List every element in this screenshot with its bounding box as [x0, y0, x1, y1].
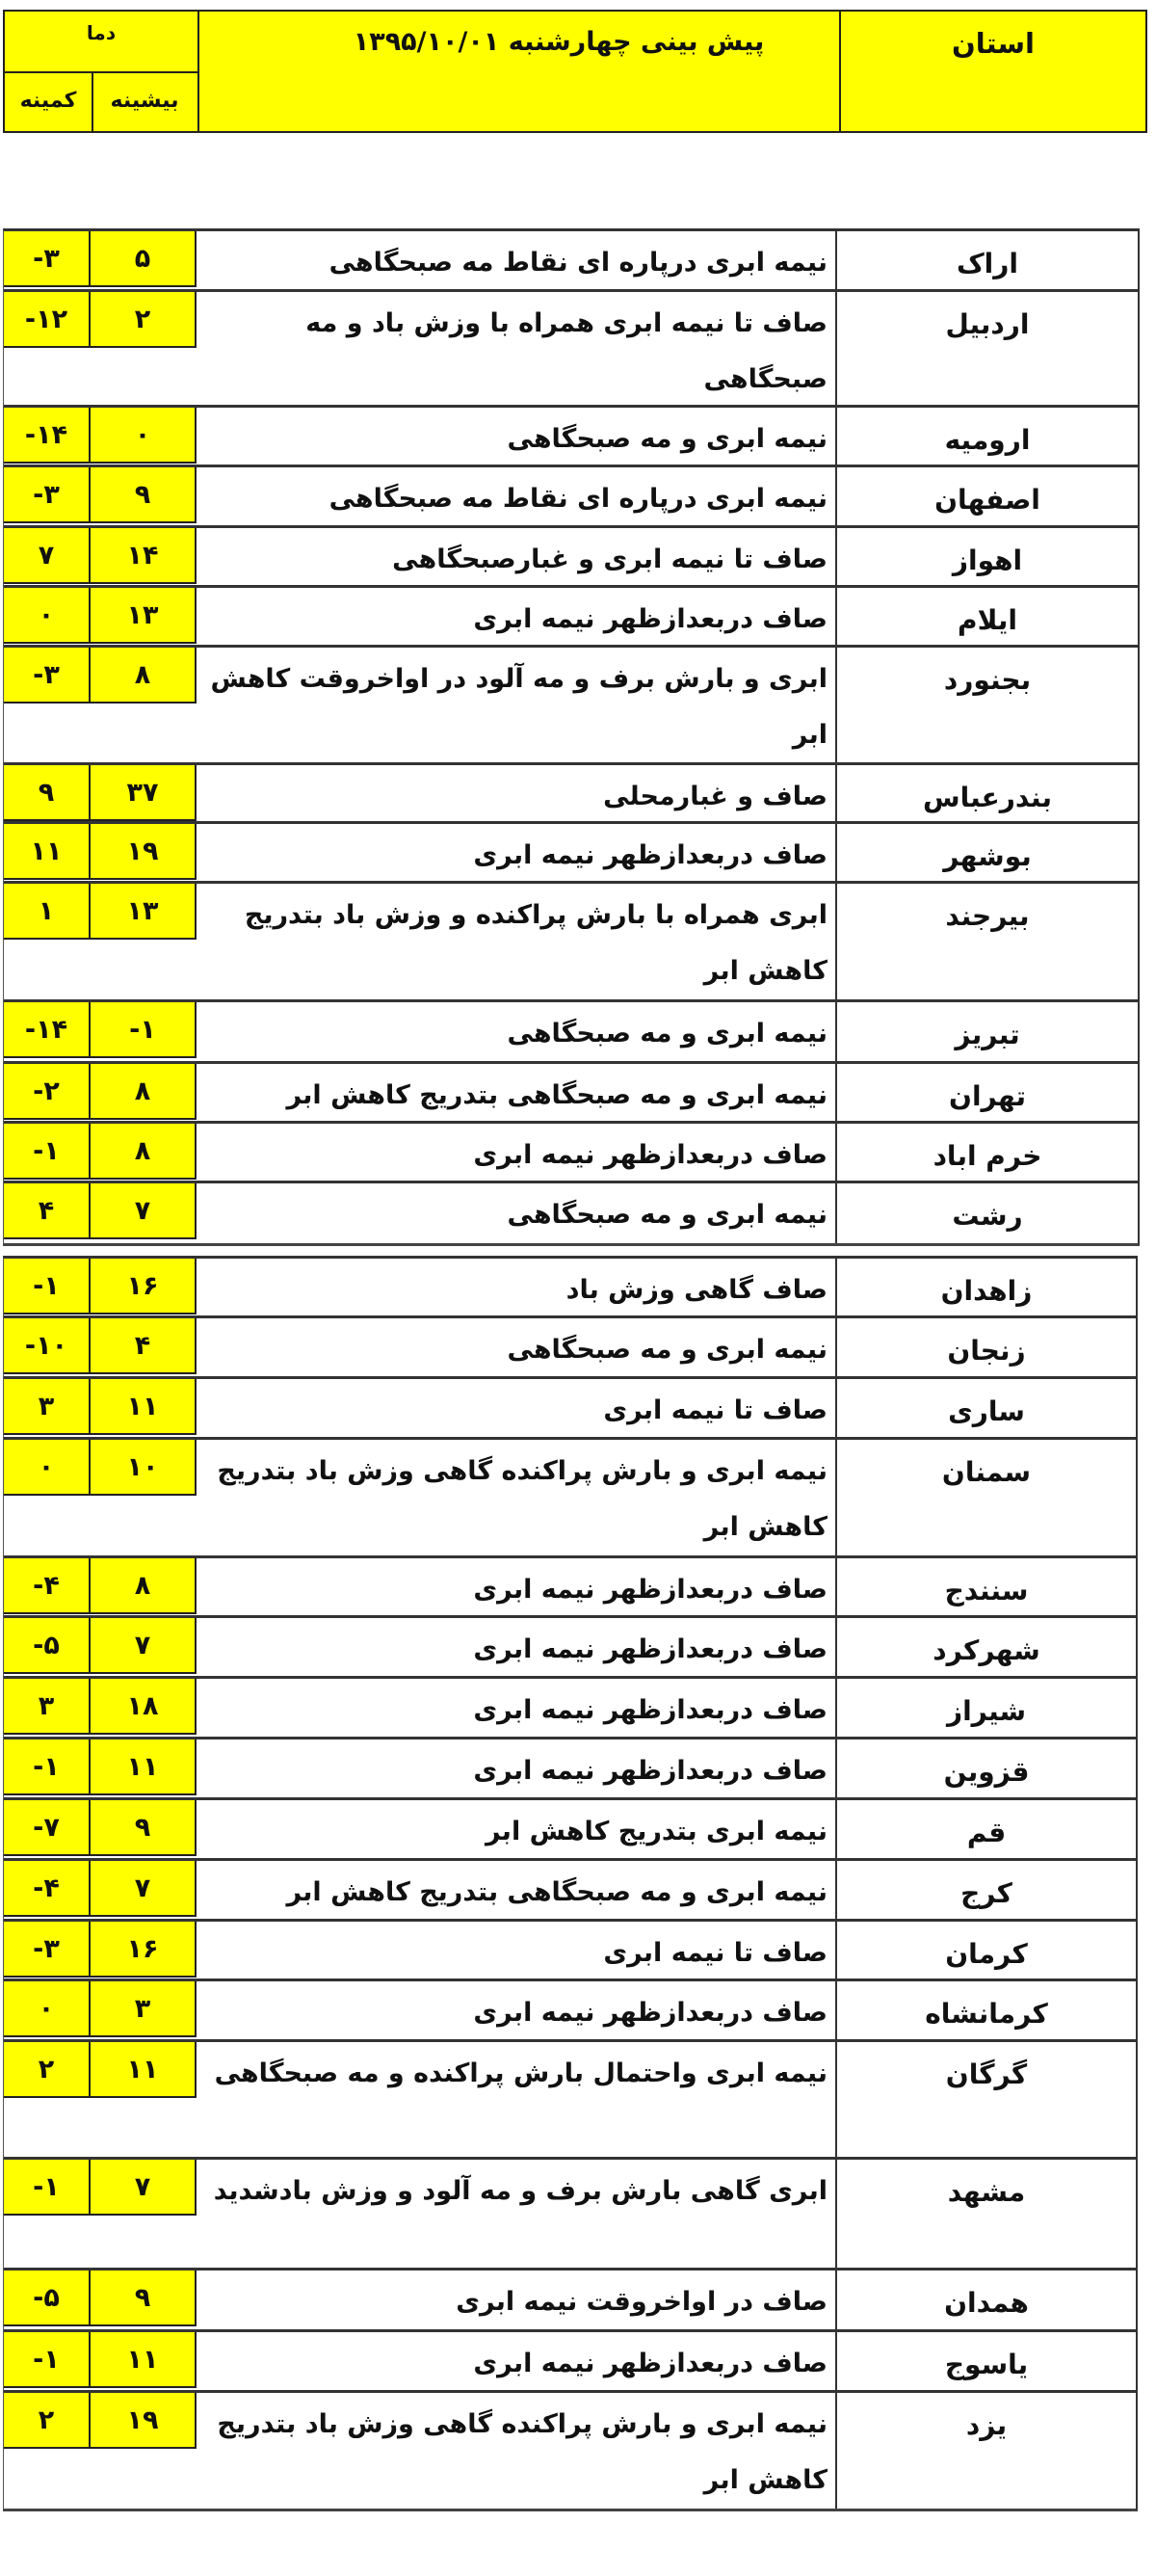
- max-temp-cell: ۷: [91, 2160, 197, 2216]
- table-row: [4, 588, 1138, 648]
- min-temp-cell: ۹: [4, 765, 91, 821]
- max-temp-cell: ۱۳: [91, 588, 197, 644]
- province-cell: یاسوج: [944, 2348, 1029, 2380]
- forecast-cell: نیمه ابری و مه صبحگاهی: [197, 1318, 837, 1376]
- max-temp-cell: ۵: [91, 231, 197, 287]
- max-temp-cell: ۱۶: [91, 1922, 197, 1978]
- table-row: [4, 1922, 1136, 1981]
- max-temp-cell: ۱۰: [91, 1440, 197, 1496]
- min-temp-cell: -۱: [4, 2332, 91, 2388]
- table-row: [4, 2271, 1136, 2332]
- header-divider: [5, 71, 198, 73]
- max-temp-cell: ۸: [91, 1558, 197, 1614]
- province-cell: رشت: [952, 1199, 1023, 1232]
- province-cell: مشهد: [947, 2175, 1026, 2208]
- min-temp-cell: ۲: [4, 2393, 91, 2449]
- forecast-cell: صاف دربعدازظهر نیمه ابری: [197, 1679, 837, 1737]
- forecast-cell: صاف دربعدازظهر نیمه ابری: [197, 1739, 837, 1797]
- table-row: [4, 1679, 1136, 1739]
- forecast-cell: نیمه ابری و مه صبحگاهی: [197, 408, 837, 465]
- max-temp-cell: ۹: [91, 2271, 197, 2326]
- province-cell: کرج: [960, 1876, 1012, 1909]
- min-temp-cell: -۵: [4, 2271, 91, 2326]
- forecast-cell: صاف در اواخروقت نیمه ابری: [197, 2271, 837, 2329]
- table-row: [4, 1064, 1138, 1124]
- max-temp-cell: ۸: [91, 648, 197, 704]
- table-row: [4, 1861, 1136, 1922]
- min-temp-cell: -۱۲: [4, 292, 91, 348]
- max-temp-cell: ۷: [91, 1618, 197, 1674]
- min-temp-cell: ۰: [4, 1981, 91, 2037]
- table-row: [4, 2332, 1136, 2393]
- table-row: [4, 1739, 1136, 1800]
- min-temp-cell: ۰: [4, 1440, 91, 1496]
- min-temp-cell: -۱: [4, 1739, 91, 1795]
- min-temp-header: کمینه: [19, 89, 77, 113]
- table-row: [4, 648, 1138, 765]
- min-temp-cell: -۳: [4, 231, 91, 287]
- forecast-cell: نیمه ابری و بارش پراکنده گاهی وزش باد بتدریج کاهش ابر: [197, 2393, 837, 2509]
- province-header: استان: [952, 27, 1035, 60]
- province-cell: ایلام: [958, 603, 1017, 636]
- forecast-cell: نیمه ابری و مه صبحگاهی: [197, 1183, 837, 1243]
- table-row: [4, 1002, 1138, 1064]
- max-temp-cell: ۳۷: [91, 765, 197, 821]
- min-temp-cell: ۱۱: [4, 824, 91, 880]
- province-cell: اصفهان: [934, 483, 1040, 516]
- max-temp-cell: ۳: [91, 1981, 197, 2037]
- min-temp-cell: -۳: [4, 1922, 91, 1978]
- min-temp-cell: -۱: [4, 2160, 91, 2216]
- province-cell: اهواز: [952, 544, 1023, 576]
- forecast-cell: نیمه ابری بتدریج کاهش ابر: [197, 1800, 837, 1858]
- max-temp-cell: ۱۶: [91, 1259, 197, 1315]
- max-temp-cell: ۱۱: [91, 2332, 197, 2388]
- province-cell: یزد: [965, 2408, 1008, 2441]
- min-temp-cell: ۴: [4, 1183, 91, 1239]
- max-temp-cell: ۱۱: [91, 1379, 197, 1435]
- min-temp-cell: -۳: [4, 648, 91, 704]
- forecast-table-2: [3, 1256, 1138, 2511]
- province-cell: شیراز: [946, 1694, 1027, 1727]
- table-row: [4, 2042, 1136, 2160]
- max-temp-cell: -۱: [91, 1002, 197, 1058]
- table-row: [4, 231, 1138, 292]
- province-cell: کرمان: [945, 1937, 1028, 1970]
- min-temp-cell: -۵: [4, 1618, 91, 1674]
- max-temp-cell: ۱۹: [91, 2393, 197, 2449]
- province-cell: کرمانشاه: [925, 1997, 1048, 2030]
- forecast-cell: صاف دربعدازظهر نیمه ابری: [197, 1558, 837, 1615]
- table-row: [4, 1379, 1136, 1440]
- table-row: [4, 824, 1138, 884]
- max-temp-cell: ۷: [91, 1183, 197, 1239]
- province-cell: بندرعباس: [923, 781, 1052, 813]
- max-temp-cell: ۱۱: [91, 1739, 197, 1795]
- min-temp-cell: ۳: [4, 1679, 91, 1735]
- min-temp-cell: -۴: [4, 1558, 91, 1614]
- max-temp-cell: ۷: [91, 1861, 197, 1917]
- province-cell: بجنورد: [943, 663, 1032, 696]
- min-temp-cell: -۱۰: [4, 1318, 91, 1374]
- max-temp-cell: ۹: [91, 1800, 197, 1856]
- forecast-cell: صاف تا نیمه ابری و غبارصبحگاهی: [197, 528, 837, 585]
- province-cell: زنجان: [947, 1334, 1026, 1367]
- province-cell: گرگان: [945, 2058, 1028, 2090]
- max-temp-cell: ۹: [91, 467, 197, 523]
- forecast-cell: صاف دربعدازظهر نیمه ابری: [197, 2332, 837, 2390]
- table-row: [4, 1618, 1136, 1679]
- table-row: [4, 467, 1138, 528]
- province-cell: تهران: [949, 1079, 1026, 1112]
- min-temp-cell: -۱۴: [4, 408, 91, 464]
- min-temp-cell: -۳: [4, 467, 91, 523]
- table-row: [4, 1124, 1138, 1183]
- min-temp-cell: -۴: [4, 1861, 91, 1917]
- min-temp-cell: ۱: [4, 884, 91, 940]
- forecast-cell: ابری و بارش برف و مه آلود در اواخروقت کاهش ابر: [197, 648, 837, 762]
- min-temp-cell: ۷: [4, 528, 91, 584]
- province-cell: اردبیل: [945, 307, 1030, 340]
- forecast-cell: صاف تا نیمه ابری: [197, 1922, 837, 1978]
- table-row: [4, 1440, 1136, 1558]
- province-cell: اراک: [957, 247, 1018, 279]
- table-row: [4, 528, 1138, 588]
- forecast-cell: صاف دربعدازظهر نیمه ابری: [197, 1618, 837, 1676]
- forecast-cell: صاف دربعدازظهر نیمه ابری: [197, 1124, 837, 1181]
- min-temp-cell: -۲: [4, 1064, 91, 1120]
- max-temp-cell: ۱۴: [91, 528, 197, 584]
- table-row: [4, 1183, 1138, 1243]
- province-cell: بیرجند: [945, 899, 1030, 932]
- forecast-cell: صاف دربعدازظهر نیمه ابری: [197, 588, 837, 645]
- forecast-cell: صاف دربعدازظهر نیمه ابری: [197, 824, 837, 881]
- province-cell: ارومیه: [944, 423, 1031, 456]
- forecast-cell: نیمه ابری و مه صبحگاهی بتدریج کاهش ابر: [197, 1861, 837, 1919]
- table-row: [4, 1800, 1136, 1861]
- province-cell: سمنان: [941, 1455, 1032, 1488]
- min-temp-cell: ۲: [4, 2042, 91, 2098]
- forecast-cell: صاف تا نیمه ابری همراه با وزش باد و مه صبحگاهی: [197, 292, 837, 405]
- min-temp-cell: -۱۴: [4, 1002, 91, 1058]
- min-temp-cell: ۳: [4, 1379, 91, 1435]
- forecast-cell: ابری گاهی بارش برف و مه آلود و وزش بادشدید: [197, 2160, 837, 2268]
- forecast-cell: صاف و غبارمحلی: [197, 765, 837, 821]
- forecast-cell: نیمه ابری درپاره ای نقاط مه صبحگاهی: [197, 231, 837, 289]
- province-cell: قم: [966, 1816, 1007, 1848]
- max-temp-cell: ۸: [91, 1124, 197, 1180]
- max-temp-cell: ۱۹: [91, 824, 197, 880]
- forecast-cell: نیمه ابری و مه صبحگاهی بتدریج کاهش ابر: [197, 1064, 837, 1121]
- table-row: [4, 1318, 1136, 1379]
- max-temp-cell: ۰: [91, 408, 197, 464]
- table-row: [4, 1558, 1136, 1618]
- forecast-title: پیش بینی چهارشنبه ۱۳۹۵/۱۰/۰۱: [353, 27, 765, 57]
- forecast-table-1: [3, 228, 1140, 1246]
- province-cell: قزوین: [943, 1755, 1030, 1788]
- province-cell: سنندج: [944, 1574, 1029, 1607]
- forecast-cell: صاف دربعدازظهر نیمه ابری: [197, 1981, 837, 2039]
- min-temp-cell: -۷: [4, 1800, 91, 1856]
- table-row: [4, 2393, 1136, 2509]
- province-cell: بوشهر: [943, 839, 1032, 872]
- max-temp-cell: ۴: [91, 1318, 197, 1374]
- min-temp-cell: -۱: [4, 1124, 91, 1180]
- province-cell: تبریز: [955, 1018, 1020, 1050]
- table-row: [4, 765, 1138, 824]
- province-cell: زاهدان: [940, 1274, 1033, 1307]
- temperature-header: دما: [86, 21, 117, 44]
- table-row: [4, 884, 1138, 1002]
- forecast-cell: نیمه ابری درپاره ای نقاط مه صبحگاهی: [197, 467, 837, 525]
- forecast-cell: صاف گاهی وزش باد: [197, 1259, 837, 1315]
- max-temp-cell: ۱۱: [91, 2042, 197, 2098]
- max-temp-cell: ۸: [91, 1064, 197, 1120]
- min-temp-cell: ۰: [4, 588, 91, 644]
- max-temp-cell: ۲: [91, 292, 197, 348]
- max-temp-cell: ۱۸: [91, 1679, 197, 1735]
- province-cell: ساری: [948, 1394, 1025, 1427]
- min-temp-cell: -۱: [4, 1259, 91, 1315]
- table-row: [4, 1981, 1136, 2042]
- forecast-header: [3, 10, 1147, 133]
- province-cell: خرم اباد: [933, 1139, 1042, 1172]
- table-row: [4, 292, 1138, 408]
- forecast-cell: نیمه ابری و مه صبحگاهی: [197, 1002, 837, 1061]
- table-row: [4, 1259, 1136, 1318]
- forecast-cell: ابری همراه با بارش پراکنده و وزش باد بتدریج کاهش ابر: [197, 884, 837, 999]
- forecast-cell: نیمه ابری و بارش پراکنده گاهی وزش باد بتدریج کاهش ابر: [197, 1440, 837, 1555]
- table-row: [4, 408, 1138, 467]
- province-cell: شهرکرد: [933, 1633, 1040, 1666]
- max-temp-cell: ۱۳: [91, 884, 197, 940]
- max-temp-header: بیشینه: [110, 89, 179, 113]
- forecast-cell: صاف تا نیمه ابری: [197, 1379, 837, 1437]
- province-cell: همدان: [944, 2286, 1029, 2319]
- table-row: [4, 2160, 1136, 2271]
- forecast-cell: نیمه ابری واحتمال بارش پراکنده و مه صبحگاهی: [197, 2042, 837, 2157]
